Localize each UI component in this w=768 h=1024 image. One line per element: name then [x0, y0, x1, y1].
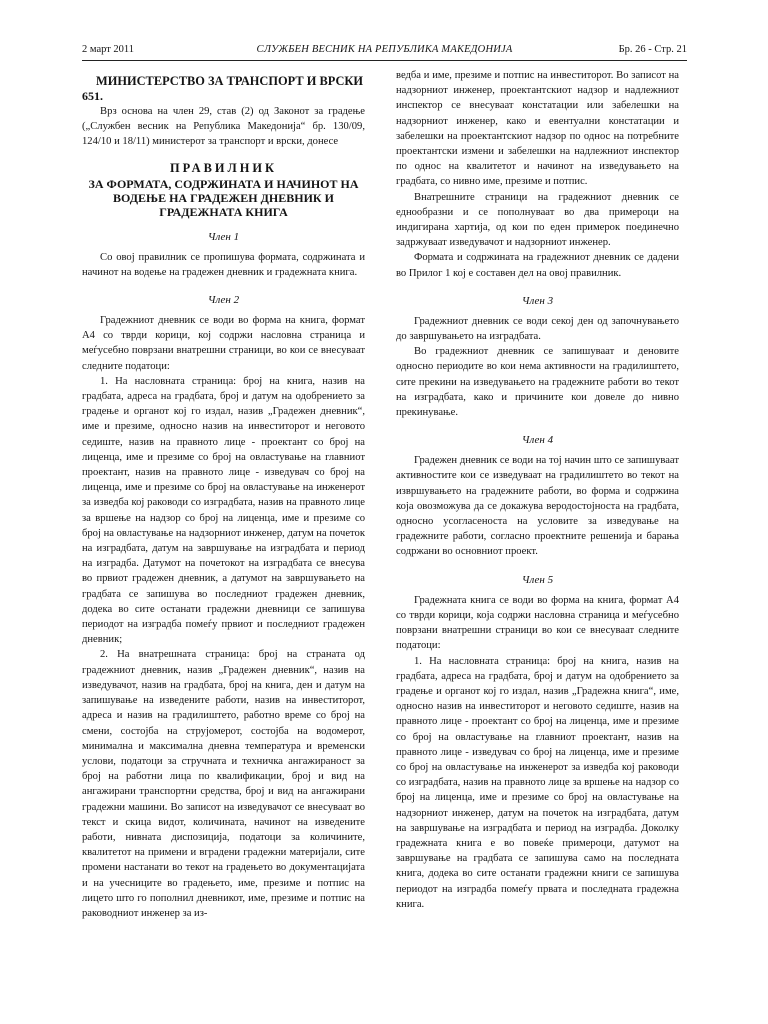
rulebook-subtitle: ЗА ФОРМАТА, СОДРЖИНАТА И НАЧИНОТ НА ВОДЕЊЕ НА ГРАДЕЖЕН ДНЕВНИК И ГРАДЕЖНАТА КНИГА [88, 176, 359, 219]
publication-name: СЛУЖБЕН ВЕСНИК НА РЕПУБЛИКА МАКЕДОНИЈА [256, 44, 513, 55]
article-2-intro: Градежниот дневник се води во форма на книга, формат А4 со тврди корици, кој содржи насловна страница и меѓусебно поврзани внатрешни страници, во кои се внесуваат следните податоци: [82, 315, 365, 372]
article-2-paragraph-3: Формата и содржината на градежниот дневник се дадени во Прилог 1 кој е составен дел на овој правилник. [396, 252, 679, 279]
rulebook-title: ПРАВИЛНИК [170, 160, 277, 175]
issue-page-number: Бр. 26 - Стр. 21 [618, 44, 687, 55]
article-2-paragraph-2: Внатрешните страници на градежниот дневник се еднообразни и се пополнуваат во два примероци на индигирана хартија, од кои по еден примерок поединечно задржуваат изведувачот и надзорниот инженер. [396, 191, 679, 249]
page-header [82, 44, 687, 61]
article-2-item-2: 2. На внатрешната страница: број на страната од градежниот дневник, назив „Градежен дневник“, назив на изведувачот, назив на градбата, број на книга, ден и датум на запишување на изведените работи, назив на инвеститорот, адреса и назив на градилиштето, работно време со број на смени, состојба на струјомерот, состојба на водомерот, минимална и максимална дневна температура и временски услови, податоци за стручната и техничка ангажираност за број на работни лица по квалификации, број и вид на ангажирани транспортни средства, број и вид на ангажирани градежни машини. Во записот на изведувачот се внесуваат во текст и скица видот, количината, начинот на изведените работи, нивната диспозиција, податоци за количините, квалитетот на примени и вградени градежни материјали, сите промени настанати во текот на градењето во документацијата и на учесниците во градењето, име, презиме и потпис на лицето што го пополнил дневникот, име, презиме и потпис на раководниот инженер за из- [82, 649, 365, 919]
left-column [82, 68, 365, 921]
article-5-intro: Градежната книга се води во форма на книга, формат А4 со тврди корици, која содржи насловна страница и меѓусебно поврзани внатрешни страници во кои се внесуваат следните податоци: [396, 594, 679, 652]
article-1-text: Со овој правилник се пропишува формата, содржината и начинот на водење на градежен дневник и градежната книга. [82, 251, 365, 278]
article-2-heading: Член 2 [207, 294, 240, 307]
article-1-heading: Член 1 [207, 230, 240, 243]
issue-date: 2 март 2011 [82, 44, 135, 55]
article-2-item-1: 1. На насловната страница: број на книга, назив на градбата, адреса на градбата, број и датум на одобрението за градење и органот кој го издал, назив „Градежен дневник“, име и презиме, односно назив на инвеститорот и неговото седиште, назив на правното лице - проектант со број на лиценца, име и презиме со број на овластување на главниот проектант, назив на правното лице - изведувач со број на лиценца, име и презиме со број на овластување на инженерот за изведба кој раководи со изградбата, назив на правното лице за вршење на надзор со број на лиценца, име и презиме со број на овластување на надзорниот инженер, датум на почеток на изградбата, датум на завршување на изградбата и период на изградба. Датумот на почетокот на изградбата се внесува во првиот градежен дневник, а датумот на завршувањето на градбата се запишува во последниот градежен дневник, додека во сите останати градежни дневници се запишува периодот на изградба помеѓу првиот и последниот градежен дневник; [82, 375, 365, 646]
right-column [396, 68, 679, 912]
act-number: 651. [82, 89, 103, 103]
preamble: Врз основа на член 29, став (2) од Законот за градење („Службен весник на Република Македонија“ бр. 130/09, 124/10 и 18/11) министерот за транспорт и врски, донесе [82, 106, 365, 148]
article-3-paragraph-1: Градежниот дневник се води секој ден од започнувањето до завршувањето на изградбата. [396, 315, 679, 343]
article-4-heading: Член 4 [521, 434, 554, 447]
article-2-item-2-continued: ведба и име, презиме и потпис на инвеститорот. Во записот на надзорниот инженер, проектантскиот надзор и надлежниот инспектор се внесуваат констатации или забелешки на надзорниот инженер, како и евентуални констатации и забелешки на проектантскиот надзор по однос на потребните проектантски измени и забелешки на надлежниот инспектор по однос на квалитетот и начинот на изведувањето на градбата, со нивно име, презиме и потпис. [396, 70, 679, 188]
article-5-item-1: 1. На насловната страница: број на книга, назив на градбата, адреса на градбата, број и датум на одобрението за градење и органот кој го издал, назив „Градежна книга“, име, односно назив на инвеститорот и неговото седиште, назив на правното лице - проектант со број на лиценца, име и презиме со број на овластување на главниот проектант, назив на правното лице - изведувач со број на лиценца, име и презиме со број на овластување на инженерот за изведба кој раководи со изградбата, назив на правното лице за вршење на надзор со број на лиценца, име и презиме со број на овластување на надзорниот инженер, датум на почеток на изградбата, датум на завршување на изградбата и период на изградба. Доколку градежната книга е во повеќе примероци, датумот на завршување на градбата се запишува само на последната книга, додека во сите останати градежни книги се запишува периодот на изградба помеѓу првата и последната градежна книга. [396, 655, 679, 910]
ministry-heading: МИНИСТЕРСТВО ЗА ТРАНСПОРТ И ВРСКИ [96, 74, 364, 88]
article-5-heading: Член 5 [521, 573, 554, 586]
article-3-paragraph-2: Во градежниот дневник се запишуваат и деновите односно периодите во кои нема активности на градилиштето, сите прекини на изведувањето на градежните работи во текот на изградбата, како и причините кои довеле до нивно прекинување. [396, 346, 679, 419]
article-4-text: Градежен дневник се води на тој начин што се запишуваат активностите кои се изведуваат на градилиштето во текот на извршувањето на градежните работи, во форма и содржина која овозможува да се докажува веродостојноста на градбата, односно усогласеноста на условите за изведување на градежните работи, согласно проектните решенија и барања содржани во основниот проект. [396, 455, 679, 558]
article-3-heading: Член 3 [521, 294, 554, 307]
